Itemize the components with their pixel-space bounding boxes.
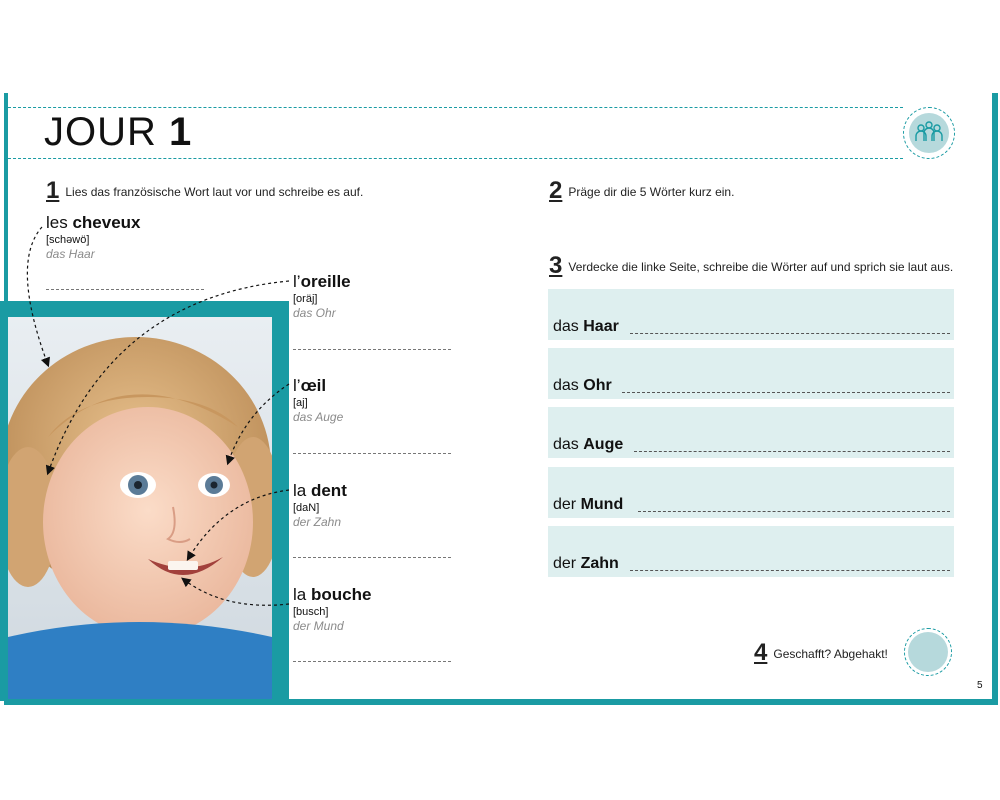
answer-word: Zahn <box>580 555 619 572</box>
answer-write-line[interactable] <box>630 570 950 571</box>
answer-box-2[interactable] <box>548 348 954 399</box>
answer-article: der <box>553 555 581 572</box>
answer-word: Mund <box>580 496 624 513</box>
word-french: bouche <box>310 585 372 604</box>
page-number: 5 <box>977 680 983 691</box>
answer-article: das <box>553 318 584 335</box>
answer-write-line[interactable] <box>630 333 950 334</box>
answer-word: Auge <box>583 436 624 453</box>
answer-write-line[interactable] <box>638 511 950 512</box>
word-article: l’ <box>293 376 301 395</box>
word-phonetic: [daN] <box>293 502 320 514</box>
step-3-number: 3 <box>549 252 563 279</box>
word-article: la <box>293 585 311 604</box>
word-french: oreille <box>300 272 351 291</box>
arrow-bouche <box>183 579 289 605</box>
arrow-oeil <box>228 384 289 463</box>
step-1-text: Lies das französische Wort laut vor und schreibe es auf. <box>65 185 364 199</box>
step-1-number: 1 <box>46 177 60 204</box>
answer-word: Haar <box>583 318 619 335</box>
answer-box-3[interactable] <box>548 407 954 458</box>
step-2-text: Präge dir die 5 Wörter kurz ein. <box>568 185 735 199</box>
answer-label <box>553 436 623 454</box>
answer-write-line[interactable] <box>634 451 950 452</box>
arrow-dent <box>188 490 289 559</box>
answer-label <box>553 377 612 395</box>
word-german: der Mund <box>293 619 344 633</box>
answer-article: das <box>553 436 584 453</box>
word-phonetic: [oräj] <box>293 293 318 305</box>
answer-word: Ohr <box>583 377 612 394</box>
word-german: das Auge <box>293 410 344 424</box>
answer-label <box>553 318 619 336</box>
answer-label <box>553 555 619 573</box>
workbook-page <box>0 93 1000 705</box>
word-german: das Ohr <box>293 306 336 320</box>
word-german: der Zahn <box>293 515 342 529</box>
step-4-text: Geschafft? Abgehakt! <box>773 647 888 661</box>
answer-box-4[interactable] <box>548 467 954 518</box>
answer-article: der <box>553 496 581 513</box>
word-french: dent <box>310 481 347 500</box>
word-phonetic: [busch] <box>293 606 329 618</box>
title-number: 1 <box>169 110 193 154</box>
pointer-arrows <box>0 93 1000 705</box>
word-article: les <box>46 213 73 232</box>
answer-label <box>553 496 623 514</box>
word-article: la <box>293 481 311 500</box>
arrow-oreille <box>48 281 289 473</box>
word-french: œil <box>300 376 327 395</box>
title-word: JOUR <box>44 110 157 154</box>
step-2-number: 2 <box>549 177 563 204</box>
answer-write-line[interactable] <box>622 392 950 393</box>
check-circle-icon[interactable] <box>904 628 952 676</box>
word-french: cheveux <box>72 213 141 232</box>
word-phonetic: [schəwö] <box>46 234 90 246</box>
word-phonetic: [aj] <box>293 397 308 409</box>
step-3-text: Verdecke die linke Seite, schreibe die Wörter auf und sprich sie laut aus. <box>568 260 954 274</box>
answer-box-1[interactable] <box>548 289 954 340</box>
answer-article: das <box>553 377 584 394</box>
arrow-cheveux <box>27 227 48 365</box>
word-article: l’ <box>293 272 301 291</box>
answer-box-5[interactable] <box>548 526 954 577</box>
step-4-number: 4 <box>754 639 768 666</box>
word-german: das Haar <box>46 247 95 261</box>
